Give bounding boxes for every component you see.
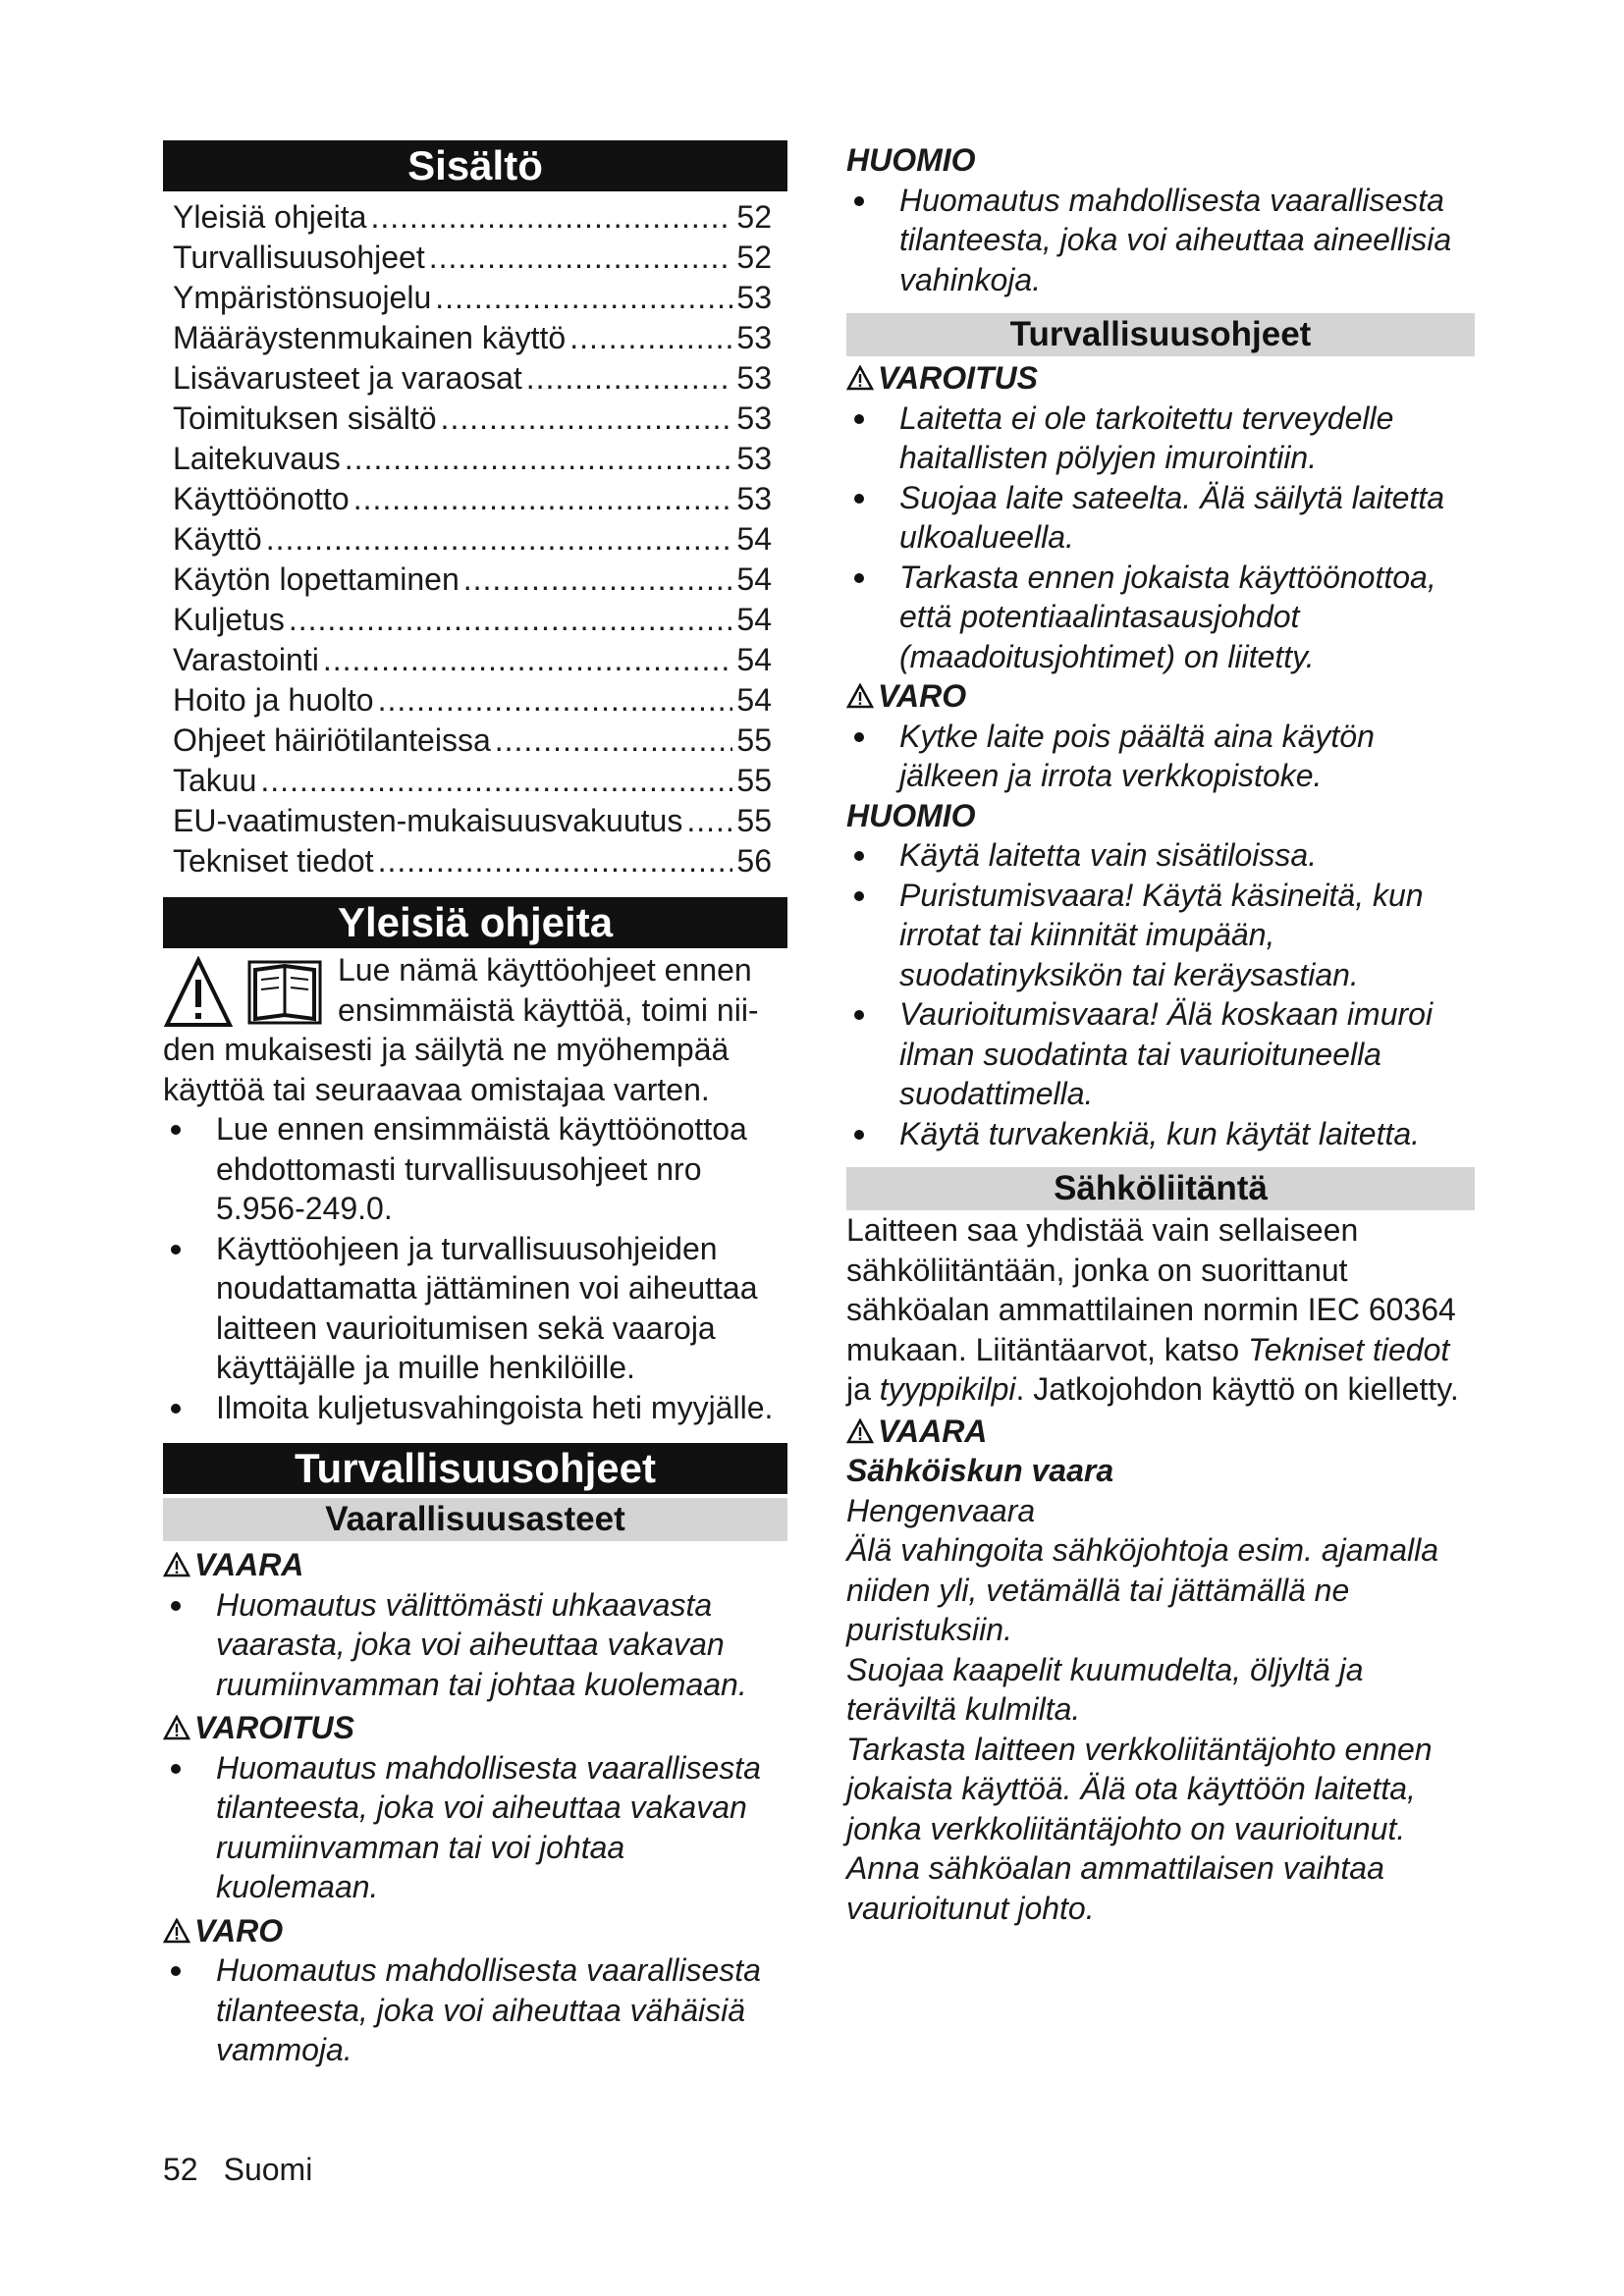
danger-label: VAARA xyxy=(163,1545,787,1585)
read-manual-icon xyxy=(163,956,336,1029)
warning-label: VAROITUS xyxy=(846,358,1475,399)
toc-item[interactable]: Lisävarusteet ja varaosat ..... 53 xyxy=(173,358,772,399)
safety-instructions-title: Turvallisuusohjeet xyxy=(846,313,1475,356)
caution-label: VARO xyxy=(846,676,1475,717)
warning-triangle-icon xyxy=(846,1418,874,1444)
note-label: HUOMIO xyxy=(846,797,976,833)
toc-item[interactable]: Määräystenmukainen käyttö ..... 53 xyxy=(173,318,772,358)
note-label: HUOMIO xyxy=(846,142,976,178)
page-number: 52 xyxy=(163,2152,198,2187)
list-item: Tarkasta ennen jokaista käyttöönottoa, että potentiaalintasausjohdot (maadoitusjohtimet) on liitetty. xyxy=(846,558,1475,677)
toc-item[interactable]: Hoito ja huolto ..... 54 xyxy=(173,680,772,721)
page-footer xyxy=(163,2152,312,2188)
electric-connection-text: Laitteen saa yhdistää vain sellaiseen sähköliitäntään, jonka on suorittanut sähköalan ammattilainen normin IEC 60364 mukaan. Liitäntäarvot, katso Tekniset tiedot ja tyyppikilpi. Jatkojohdon käyttö on kielletty. xyxy=(846,1212,1459,1407)
electric-shock-title: Sähköiskun vaara xyxy=(846,1453,1114,1488)
toc-item[interactable]: Toimituksen sisältö ..... 53 xyxy=(173,399,772,439)
warning-triangle-icon xyxy=(163,1552,190,1577)
shock-paragraph: Hengenvaara xyxy=(846,1492,1036,1528)
list-item: Lue ennen ensimmäistä käyttöönottoa ehdottomasti turvallisuusohjeet nro 5.956-249.0. xyxy=(163,1109,787,1229)
shock-paragraph: Älä vahingoita sähköjohtoja esim. ajamalla niiden yli, vetämällä tai jättämällä ne puristuksiin. xyxy=(846,1532,1439,1647)
list-item: Huomautus välittömästi uhkaavasta vaarasta, joka voi aiheuttaa vakavan ruumiinvamman tai johtaa kuolemaan. xyxy=(163,1585,787,1705)
general-section-title: Yleisiä ohjeita xyxy=(163,897,787,948)
toc-item[interactable]: Käyttöönotto ..... 53 xyxy=(173,479,772,519)
toc-item[interactable]: EU-vaatimusten-mukaisuusvakuutus ..... 55 xyxy=(173,801,772,841)
list-item: Ilmoita kuljetusvahingoista heti myyjälle. xyxy=(163,1388,787,1428)
toc-item[interactable]: Kuljetus ..... 54 xyxy=(173,600,772,640)
warning-triangle-icon xyxy=(846,683,874,709)
table-of-contents xyxy=(173,197,772,881)
toc-item[interactable]: Ohjeet häiriötilanteissa ..... 55 xyxy=(173,721,772,761)
left-column xyxy=(163,140,787,2070)
list-item: Suojaa laite sateelta. Älä säilytä laitetta ulkoalueella. xyxy=(846,478,1475,558)
caution-label: VARO xyxy=(163,1911,787,1951)
toc-item[interactable]: Laitekuvaus ..... 53 xyxy=(173,439,772,479)
list-item: Huomautus mahdollisesta vaarallisesta tilanteesta, joka voi aiheuttaa vakavan ruumiinvamman tai voi johtaa kuolemaan. xyxy=(163,1748,787,1907)
toc-item[interactable]: Ympäristönsuojelu ..... 53 xyxy=(173,278,772,318)
list-item: Käytä turvakenkiä, kun käytät laitetta. xyxy=(846,1114,1475,1154)
list-item: Huomautus mahdollisesta vaarallisesta tilanteesta, joka voi aiheuttaa aineellisia vahinkoja. xyxy=(846,181,1475,300)
list-item: Käyttöohjeen ja turvallisuusohjeiden noudattamatta jättäminen voi aiheuttaa laitteen vaurioitumisen sekä vaaroja käyttäjälle ja muille henkilöille. xyxy=(163,1229,787,1388)
warning-triangle-icon xyxy=(846,365,874,391)
danger-label: VAARA xyxy=(846,1412,1475,1452)
intro-paragraph: Lue nämä käyttöohjeet ennen ensimmäistä käyttöä, toimi nii- den mukaisesti ja säilytä ne myöhempää käyttöä tai seuraavaa omistajaa varten. xyxy=(163,952,759,1107)
right-column xyxy=(846,140,1475,1928)
hazard-levels-title: Vaarallisuusasteet xyxy=(163,1498,787,1541)
list-item: Kytke laite pois päältä aina käytön jälkeen ja irrota verkkopistoke. xyxy=(846,717,1475,796)
toc-item[interactable]: Yleisiä ohjeita ..... 52 xyxy=(173,197,772,238)
safety-section-title: Turvallisuusohjeet xyxy=(163,1443,787,1494)
electric-connection-title: Sähköliitäntä xyxy=(846,1167,1475,1210)
toc-item[interactable]: Takuu ..... 55 xyxy=(173,761,772,801)
list-item: Vaurioitumisvaara! Älä koskaan imuroi ilman suodatinta tai vaurioituneella suodattimella. xyxy=(846,994,1475,1114)
warning-triangle-icon xyxy=(163,1715,190,1740)
list-item: Käytä laitetta vain sisätiloissa. xyxy=(846,835,1475,876)
toc-item[interactable]: Varastointi ..... 54 xyxy=(173,640,772,680)
list-item: Huomautus mahdollisesta vaarallisesta tilanteesta, joka voi aiheuttaa vähäisiä vammoja. xyxy=(163,1950,787,2070)
language-label: Suomi xyxy=(223,2152,313,2187)
shock-paragraph: Suojaa kaapelit kuumudelta, öljyltä ja teräviltä kulmilta. xyxy=(846,1651,1364,1727)
toc-item[interactable]: Käytön lopettaminen ..... 54 xyxy=(173,560,772,600)
warning-triangle-icon xyxy=(163,1918,190,1944)
toc-item[interactable]: Käyttö ..... 54 xyxy=(173,519,772,560)
toc-item[interactable]: Turvallisuusohjeet ..... 52 xyxy=(173,238,772,278)
warning-label: VAROITUS xyxy=(163,1708,787,1748)
shock-paragraph: Tarkasta laitteen verkkoliitäntäjohto ennen jokaista käyttöä. Älä ota käyttöön laitetta, jonka verkkoliitäntäjohto on vaurioitunut. Anna sähköalan ammattilaisen vaihtaa vaurioitunut johto. xyxy=(846,1731,1433,1926)
list-item: Laitetta ei ole tarkoitettu terveydelle haitallisten pölyjen imurointiin. xyxy=(846,399,1475,478)
toc-item[interactable]: Tekniset tiedot ..... 56 xyxy=(173,841,772,881)
list-item: Puristumisvaara! Käytä käsineitä, kun irrotat tai kiinnität imupään, suodatinyksikön tai keräysastian. xyxy=(846,876,1475,995)
toc-title: Sisältö xyxy=(163,140,787,191)
